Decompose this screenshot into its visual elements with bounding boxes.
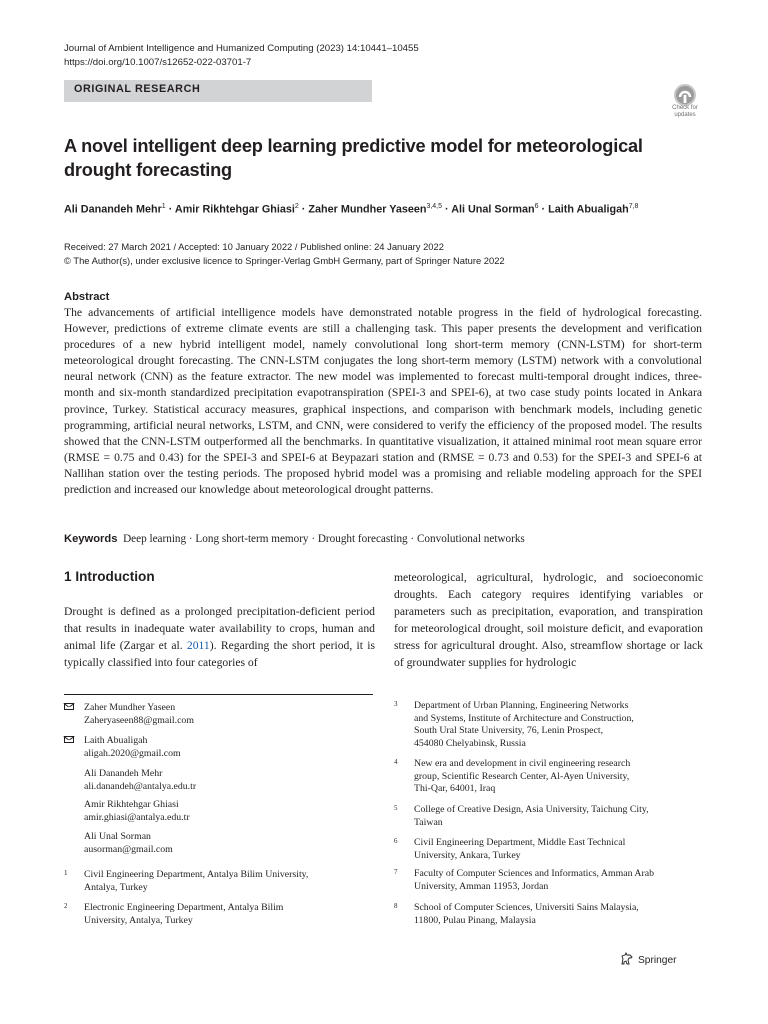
contact-email[interactable]: ausorman@gmail.com: [84, 843, 173, 855]
copyright: © The Author(s), under exclusive licence to Springer-Verlag GmbH Germany, part of Springer Nature 2022: [64, 255, 505, 266]
doi-link[interactable]: https://doi.org/10.1007/s12652-022-03701-7: [64, 57, 252, 68]
crossmark-label: Check for updates: [672, 105, 698, 118]
affiliation-line: Antalya, Turkey: [84, 881, 148, 893]
publisher-footer: [620, 952, 677, 966]
affiliation-entry: [394, 758, 714, 796]
affiliation-line: 454080 Chelyabinsk, Russia: [414, 737, 526, 749]
affiliation-entry: [394, 837, 714, 862]
keywords-heading: Keywords: [64, 533, 118, 545]
check-for-updates-badge[interactable]: [666, 84, 702, 124]
affiliation-number: 7: [394, 868, 398, 876]
author-list: [64, 203, 704, 216]
affiliation-line: Thi-Qar, 64001, Iraq: [414, 783, 496, 795]
affiliation-entry: [64, 902, 384, 927]
history-dates: Received: 27 March 2021 / Accepted: 10 January 2022 / Published online: 24 January 2022: [64, 241, 444, 252]
author-affiliation-sup: 6: [534, 203, 539, 210]
publisher-name: Springer: [638, 955, 677, 966]
author-affiliation-sup: 7,8: [628, 203, 639, 210]
contact-entry: [64, 768, 384, 793]
footnote-divider: [64, 694, 373, 695]
keywords: [64, 533, 704, 545]
affiliation-line: Department of Urban Planning, Engineering Networks: [414, 700, 629, 711]
affiliation-line: 11800, Pulau Pinang, Malaysia: [414, 914, 536, 926]
affiliation-entry: [394, 804, 714, 829]
intro-column-1: Drought is defined as a prolonged precipitation-deficient period that results in inadequate water availability to crops, human and animal life (Zargar et al. 2011). Regarding the short period, it is typically classified into four categories of: [64, 605, 375, 669]
crossmark-icon: [674, 84, 696, 106]
affiliation-entry: [394, 868, 714, 893]
affiliation-line: Faculty of Computer Sciences and Informatics, Amman Arab: [414, 868, 654, 879]
affiliation-number: 2: [64, 902, 68, 910]
author-separator: ·: [298, 203, 309, 216]
contact-name: Amir Rikhtehgar Ghiasi: [84, 799, 179, 810]
citation-link[interactable]: 2011: [186, 639, 210, 652]
affiliation-number: 5: [394, 804, 398, 812]
affiliation-number: 4: [394, 758, 398, 766]
author-name[interactable]: Zaher Mundher Yaseen: [308, 203, 427, 216]
author-affiliation-sup: 3,4,5: [426, 203, 443, 210]
affiliation-number: 3: [394, 700, 398, 708]
keywords-list: Deep learning · Long short-term memory · Drought forecasting · Convolutional networks: [123, 533, 525, 545]
contact-email[interactable]: ali.danandeh@antalya.edu.tr: [84, 780, 197, 792]
contact-entry: [64, 799, 384, 824]
affiliation-line: University, Ankara, Turkey: [414, 849, 521, 861]
contact-name: Ali Unal Sorman: [84, 831, 151, 842]
affiliation-entry: [64, 869, 384, 894]
section-heading-introduction: 1 Introduction: [64, 569, 155, 584]
author-affiliation-sup: 1: [161, 203, 166, 210]
journal-header: [64, 42, 419, 70]
affiliation-number: 6: [394, 837, 398, 845]
affiliation-line: Taiwan: [414, 816, 443, 828]
affiliation-number: 1: [64, 869, 68, 877]
affiliation-line: South Ural State University, 76, Lenin Prospect,: [414, 725, 604, 737]
envelope-icon: [64, 703, 74, 710]
affiliation-line: Electronic Engineering Department, Antalya Bilim: [84, 902, 284, 913]
affiliation-line: College of Creative Design, Asia University, Taichung City,: [414, 804, 649, 815]
author-separator: ·: [442, 203, 452, 216]
contact-email[interactable]: aligah.2020@gmail.com: [84, 747, 181, 759]
author-name[interactable]: Ali Danandeh Mehr: [64, 203, 162, 216]
affiliation-line: Civil Engineering Department, Antalya Bilim University,: [84, 869, 309, 880]
author-separator: ·: [165, 203, 175, 216]
affiliation-line: New era and development in civil engineering research: [414, 758, 631, 769]
affiliation-line: School of Computer Sciences, Universiti Sains Malaysia,: [414, 902, 639, 913]
contact-entry: [64, 702, 384, 727]
section-label-band: [64, 80, 372, 102]
springer-horse-icon: [620, 952, 634, 965]
author-name[interactable]: Laith Abualigah: [548, 203, 629, 216]
affiliation-line: Civil Engineering Department, Middle East Technical: [414, 837, 626, 848]
contact-name: Ali Danandeh Mehr: [84, 768, 163, 779]
contact-name: Zaher Mundher Yaseen: [84, 702, 176, 713]
affiliation-number: 8: [394, 902, 398, 910]
section-label: ORIGINAL RESEARCH: [74, 83, 201, 95]
affiliation-line: and Systems, Institute of Architecture and Construction,: [414, 712, 634, 724]
journal-citation: Journal of Ambient Intelligence and Humanized Computing (2023) 14:10441–10455: [64, 43, 419, 54]
paper-title: A novel intelligent deep learning predictive model for meteorological drought forecasting: [64, 136, 643, 180]
intro-column-2: meteorological, agricultural, hydrologic, and socioeconomic droughts. Each category requires identifying variables or parameters such as precipitation, evaporation, and transpiration for meteorological drought, soil moisture deficit, and evaporation stress for agricultural drought. Also, streamflow shortage or lack of groundwater supplies for hydrologic: [394, 571, 703, 669]
affiliation-line: University, Antalya, Turkey: [84, 914, 193, 926]
abstract-text: The advancements of artificial intelligence models have demonstrated notable progress in the field of hydrological forecasting. However, predictions of extreme climate events are still a challenging task. This paper presents the development and verification procedures of a new hybrid intelligent model, namely convolutional long short-term memory (CNN-LSTM) for short-term meteorological drought forecasting. The CNN-LSTM conjugates the long short-term memory (LSTM) network with a convolutional neural network (CNN) as the feature extractor. The new model was implemented to forecast multi-temporal drought indices, three-month and six-month standardized precipitation evapotranspiration (SPEI-3 and SPEI-6), at two case study points located in Ankara province, Turkey. Statistical accuracy measures, graphical inspections, and comparison with benchmark models, including genetic programming, artificial neural networks, LSTM, and CNN, were considered to verify the efficiency of the proposed model. The results showed that the CNN-LSTM outperformed all the benchmarks. In quantitative visualization, it attained minimal root mean square error (RMSE = 0.75 and 0.43) for the SPEI-3 and SPEI-6 at Beypazari station and (RMSE = 0.73 and 0.53) for the SPEI-3 and SPEI-6 at Nallihan station over the testing periods. The proposed hybrid model was a promising and reliable modeling approach for the SPEI prediction and increased our knowledge about meteorological drought patterns.: [64, 306, 702, 497]
author-separator: ·: [538, 203, 549, 216]
contact-email[interactable]: Zaheryaseen88@gmail.com: [84, 714, 194, 726]
contact-name: Laith Abualigah: [84, 735, 148, 746]
abstract-heading: Abstract: [64, 291, 110, 303]
affiliation-line: University, Amman 11953, Jordan: [414, 880, 549, 892]
affiliation-entry: [394, 902, 714, 927]
affiliation-line: group, Scientific Research Center, Al-Ayen University,: [414, 770, 630, 782]
contact-entry: [64, 735, 384, 760]
author-name[interactable]: Ali Unal Sorman: [451, 203, 535, 216]
publication-dates: [64, 240, 505, 268]
contact-email[interactable]: amir.ghiasi@antalya.edu.tr: [84, 811, 190, 823]
author-affiliation-sup: 2: [294, 203, 299, 210]
envelope-icon: [64, 736, 74, 743]
affiliation-entry: [394, 700, 714, 750]
author-name[interactable]: Amir Rikhtehgar Ghiasi: [174, 203, 295, 216]
contact-entry: [64, 831, 384, 856]
